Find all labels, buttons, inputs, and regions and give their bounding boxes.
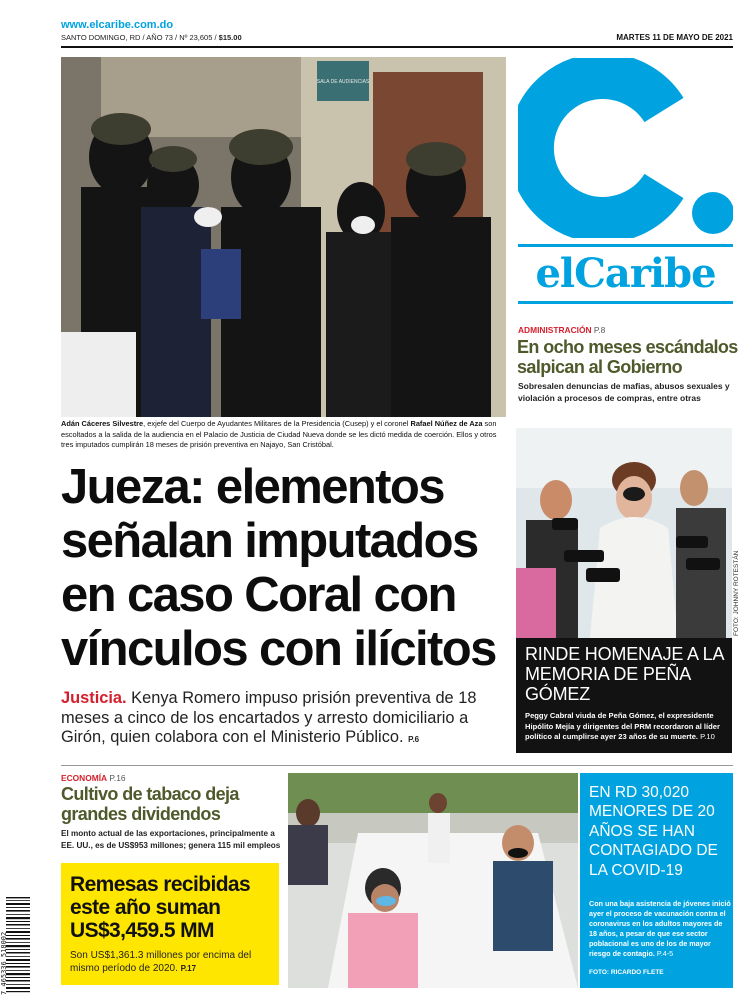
logo-wordmark[interactable]: elCaribe	[535, 250, 716, 297]
caption-text-2: son escoltados a la salida de la audiencia en el Palacio de Justicia de Ciudad Nueva donde se les dictó medida de coerción. Ellos y otros tres imputados cumplirán 18 meses de prisión preventiva en Najayo, San Cristóbal.	[61, 419, 497, 450]
edition-price: $15.00	[218, 33, 242, 42]
main-story-text: Kenya Romero impuso prisión preventiva de 18 meses a cinco de los encartados y arresto domiciliario a Girón, quien colabora con el Ministerio Público.	[61, 689, 477, 746]
admin-deck: Sobresalen denuncias de mafias, abusos sexuales y violación a procesos de compras, entre otras	[518, 381, 730, 403]
remittance-page-ref[interactable]: P.17	[180, 964, 197, 973]
logo-c-dot	[692, 192, 733, 234]
caption-name-2: Rafael Núñez de Aza	[410, 419, 483, 428]
covid-body	[589, 899, 731, 959]
masthead-rule	[61, 46, 733, 48]
covid-body-text: Con una baja asistencia de jóvenes inició ayer el proceso de vacunación contra el coronavirus en los adultos mayores de 18 años, a pesar de que ese sector poblacional es uno de los de mayor riesgo de contagio.	[589, 899, 731, 958]
admin-section-line	[518, 325, 605, 335]
caption-text-1: , exjefe del Cuerpo de Ayudantes Militares de la Presidencia (Cusep) y el coronel	[143, 419, 411, 428]
covid-photo-credit: FOTO: RICARDO FLETE	[589, 969, 664, 976]
admin-section-label: ADMINISTRACIÓN	[518, 325, 592, 335]
main-page-ref[interactable]: P.6	[408, 735, 420, 744]
logo-rule-bottom	[518, 301, 733, 304]
homage-page-ref[interactable]: P.10	[700, 732, 715, 742]
edition-info	[61, 33, 242, 42]
homage-headline[interactable]: RINDE HOMENAJE A LA MEMORIA DE PEÑA GÓMEZ	[525, 644, 724, 704]
admin-page-ref[interactable]: P.8	[593, 325, 606, 335]
economy-page-ref[interactable]: P.16	[109, 773, 126, 783]
homage-photo-credit: FOTO: JOHNNY ROTESTÁN	[733, 550, 740, 636]
logo-rule-top	[518, 244, 733, 247]
covid-headline[interactable]: EN RD 30,020 MENORES DE 20 AÑOS SE HAN CONTAGIADO DE LA COVID-19	[589, 784, 718, 879]
logo-c-mark[interactable]	[518, 58, 733, 238]
covid-page-ref[interactable]: P.4-5	[656, 949, 674, 958]
economy-headline[interactable]: Cultivo de tabaco deja grandes dividendos	[61, 784, 239, 824]
edition-text: SANTO DOMINGO, RD / AÑO 73 / Nº 23,605 /	[61, 33, 217, 42]
homage-body-text: Peggy Cabral viuda de Peña Gómez, el expresidente Hipólito Mejía y dirigentes del PRM recordaron al líder político al cumplirse ayer 23 años de su muerte.	[525, 711, 720, 742]
homage-photo	[516, 428, 732, 638]
homage-body	[525, 711, 730, 743]
main-headline[interactable]: Jueza: elementos señalan imputados en caso Coral con vínculos con ilícitos	[61, 460, 496, 676]
site-url[interactable]: www.elcaribe.com.do	[61, 19, 174, 31]
lower-section-rule	[61, 765, 733, 766]
logo-letter: C.	[518, 58, 519, 59]
section-label-justicia: Justicia.	[61, 689, 127, 707]
vaccination-photo	[288, 773, 578, 988]
caption-name-1: Adán Cáceres Silvestre	[61, 419, 144, 428]
remittance-body	[70, 949, 275, 975]
logo-c-arc	[531, 76, 664, 220]
remittance-body-text: Son US$1,361.3 millones por encima del mismo período de 2020.	[70, 950, 252, 974]
economy-section-line	[61, 773, 126, 783]
main-story-body	[61, 689, 506, 750]
barcode-digits: 7 465336 518002	[0, 931, 8, 995]
main-photo-caption	[61, 419, 506, 451]
economy-section-label: ECONOMÍA	[61, 773, 108, 783]
remittance-headline[interactable]: Remesas recibidas este año suman US$3,459.5 MM	[70, 873, 251, 942]
admin-headline[interactable]: En ocho meses escándalos salpican al Gobierno	[517, 337, 738, 377]
courtroom-sign: SALA DE AUDIENCIAS	[316, 79, 370, 85]
issue-date: MARTES 11 DE MAYO DE 2021	[616, 33, 733, 42]
economy-deck: El monto actual de las exportaciones, principalmente a EE. UU., es de US$953 millones; genera 115 mil empleos	[61, 829, 281, 850]
main-photo-officers	[61, 57, 506, 417]
